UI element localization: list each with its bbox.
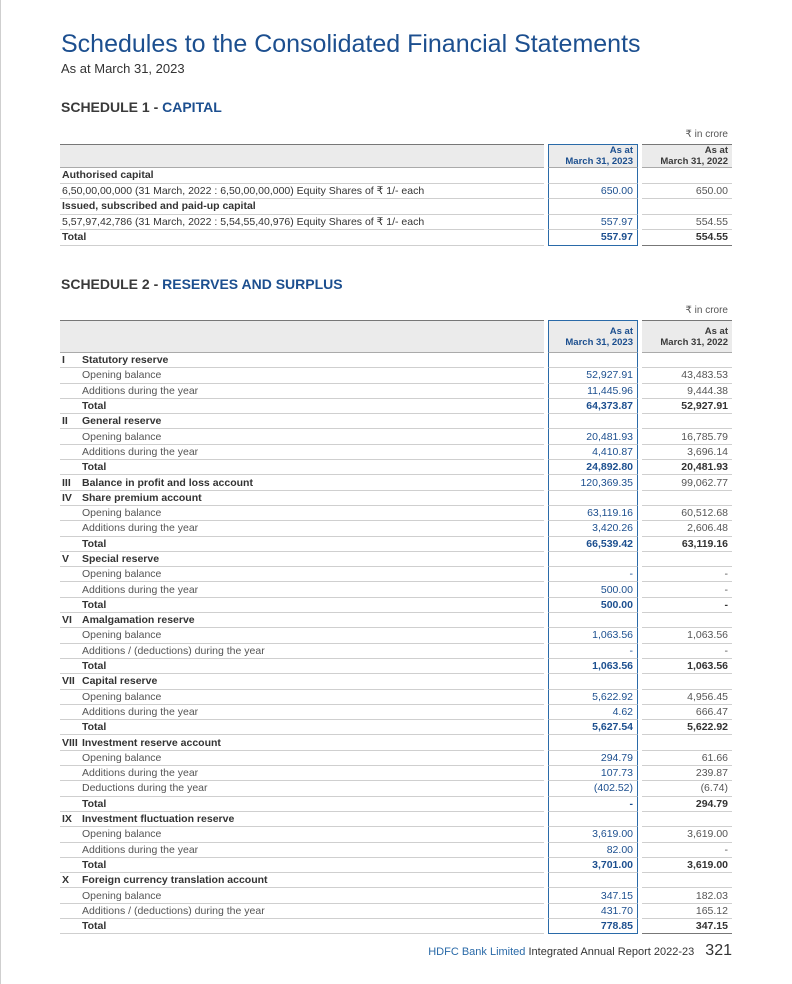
value-2023: 4,410.87 [548,445,638,460]
schedule2-header-row [60,320,732,353]
value-2023: 52,927.91 [548,368,638,383]
value-2022 [642,491,732,506]
table-row [60,460,732,475]
row-label: Statutory reserve [80,353,544,368]
value-2023: 63,119.16 [548,506,638,521]
value-2022: 165.12 [642,904,732,919]
row-roman-numeral: II [60,414,80,429]
row-label: Deductions during the year [80,781,544,796]
row-roman-numeral: III [60,475,80,490]
row-label: Opening balance [80,628,544,643]
value-2022 [642,613,732,628]
value-2023: - [548,797,638,812]
row-label: Total [80,919,544,934]
row-roman-numeral [60,399,80,414]
row-label: Additions during the year [80,766,544,781]
table-row [60,552,732,567]
value-2023 [548,674,638,689]
row-label: Issued, subscribed and paid-up capital [60,199,544,215]
row-roman-numeral [60,644,80,659]
value-2023: 500.00 [548,582,638,597]
schedule1-heading-name: CAPITAL [162,99,222,115]
row-label: Opening balance [80,888,544,903]
value-2023: 24,892.80 [548,460,638,475]
schedule1-header-row [60,144,732,168]
row-roman-numeral [60,705,80,720]
footer-text: Integrated Annual Report 2022-23 [528,946,695,958]
table-row [60,414,732,429]
table-row [60,628,732,643]
row-roman-numeral [60,582,80,597]
value-2022: 650.00 [642,184,732,200]
value-2023: 66,539.42 [548,537,638,552]
row-roman-numeral [60,598,80,613]
page-edge [0,0,1,984]
row-roman-numeral [60,720,80,735]
table-row [60,812,732,827]
value-2022: - [642,567,732,582]
value-2022: 43,483.53 [642,368,732,383]
table-row [60,827,732,842]
row-label: Amalgamation reserve [80,613,544,628]
value-2022 [642,873,732,888]
table-row [60,475,732,490]
value-2022: 4,956.45 [642,690,732,705]
value-2023: 650.00 [548,184,638,200]
table-row [60,659,732,674]
row-roman-numeral [60,797,80,812]
value-2023: 3,619.00 [548,827,638,842]
schedule2-table [60,320,732,934]
row-label: Opening balance [80,567,544,582]
row-roman-numeral [60,751,80,766]
table-row [60,429,732,444]
row-label: Additions during the year [80,843,544,858]
value-2022: 16,785.79 [642,429,732,444]
value-2022 [642,735,732,750]
row-label: Total [80,797,544,812]
row-label: General reserve [80,414,544,429]
value-2023: 107.73 [548,766,638,781]
value-2023: 500.00 [548,598,638,613]
row-label: Special reserve [80,552,544,567]
table-row [60,353,732,368]
page-footer [428,942,732,960]
value-2023 [548,873,638,888]
row-roman-numeral: I [60,353,80,368]
value-2022: (6.74) [642,781,732,796]
page-number: 321 [705,942,732,959]
row-label: Opening balance [80,827,544,842]
value-2022: 3,696.14 [642,445,732,460]
schedule2-unit: ₹ in crore [685,305,728,316]
value-2023: - [548,567,638,582]
table-row [60,644,732,659]
value-2022 [642,552,732,567]
value-2022: 5,622.92 [642,720,732,735]
value-2023 [548,353,638,368]
value-2023: 431.70 [548,904,638,919]
value-2022 [642,168,732,184]
value-2022: 1,063.56 [642,628,732,643]
table-row [60,858,732,873]
value-2023: 1,063.56 [548,659,638,674]
schedule2-heading [61,276,343,292]
value-2022: 666.47 [642,705,732,720]
row-roman-numeral: VIII [60,735,80,750]
table-row [60,751,732,766]
table-row [60,888,732,903]
row-roman-numeral [60,919,80,934]
table-row [60,368,732,383]
table-row [60,199,732,215]
row-roman-numeral: VII [60,674,80,689]
value-2023 [548,613,638,628]
value-2023 [548,552,638,567]
row-roman-numeral [60,368,80,383]
value-2022 [642,414,732,429]
schedule1-heading [61,99,222,115]
row-label: Total [60,230,544,246]
footer-brand: HDFC Bank Limited [428,946,526,958]
value-2022 [642,353,732,368]
row-label: Additions during the year [80,445,544,460]
value-2022: 63,119.16 [642,537,732,552]
value-2023: 3,701.00 [548,858,638,873]
row-roman-numeral [60,521,80,536]
row-roman-numeral [60,445,80,460]
row-label: Foreign currency translation account [80,873,544,888]
value-2022: 20,481.93 [642,460,732,475]
value-2022: 1,063.56 [642,659,732,674]
row-roman-numeral: IV [60,491,80,506]
value-2023: 5,627.54 [548,720,638,735]
row-roman-numeral [60,659,80,674]
value-2023: 5,622.92 [548,690,638,705]
table-row [60,215,732,231]
row-label: Additions during the year [80,384,544,399]
column-header-2022: As at March 31, 2022 [642,320,732,353]
table-row [60,598,732,613]
row-label: Authorised capital [60,168,544,184]
value-2023: 778.85 [548,919,638,934]
row-roman-numeral [60,843,80,858]
value-2022: - [642,598,732,613]
value-2023: 347.15 [548,888,638,903]
page-title: Schedules to the Consolidated Financial Statements [61,30,641,58]
row-roman-numeral [60,460,80,475]
row-roman-numeral [60,384,80,399]
table-row [60,904,732,919]
table-row [60,537,732,552]
column-header-2023: As at March 31, 2023 [548,144,638,168]
value-2022: 60,512.68 [642,506,732,521]
row-label: Total [80,460,544,475]
row-label: 5,57,97,42,786 (31 March, 2022 : 5,54,55,40,976) Equity Shares of ₹ 1/- each [60,215,544,231]
value-2022 [642,199,732,215]
row-roman-numeral [60,537,80,552]
value-2022: 61.66 [642,751,732,766]
schedule1-heading-prefix: SCHEDULE 1 - [61,99,163,115]
value-2022: 3,619.00 [642,827,732,842]
row-label: Additions during the year [80,521,544,536]
row-label: Opening balance [80,690,544,705]
row-label: Investment reserve account [80,735,544,750]
table-row [60,168,732,184]
row-label: Opening balance [80,429,544,444]
value-2023: 3,420.26 [548,521,638,536]
row-roman-numeral [60,781,80,796]
value-2022: 294.79 [642,797,732,812]
value-2022: 52,927.91 [642,399,732,414]
table-row [60,674,732,689]
schedule1-table [60,144,732,246]
table-row [60,843,732,858]
value-2023 [548,168,638,184]
row-roman-numeral [60,888,80,903]
header-blank [60,320,544,353]
value-2022 [642,674,732,689]
value-2022: - [642,644,732,659]
row-roman-numeral [60,904,80,919]
value-2022: 182.03 [642,888,732,903]
table-row [60,919,732,934]
value-2023: 11,445.96 [548,384,638,399]
value-2023: 4.62 [548,705,638,720]
row-label: Capital reserve [80,674,544,689]
row-label: Total [80,399,544,414]
value-2022: 554.55 [642,215,732,231]
value-2023: 20,481.93 [548,429,638,444]
value-2023 [548,491,638,506]
schedule2-heading-name: RESERVES AND SURPLUS [162,276,343,292]
row-roman-numeral [60,690,80,705]
value-2022 [642,812,732,827]
row-roman-numeral [60,567,80,582]
value-2022: 3,619.00 [642,858,732,873]
row-roman-numeral [60,628,80,643]
table-row [60,582,732,597]
row-roman-numeral [60,858,80,873]
table-row [60,613,732,628]
row-label: Additions during the year [80,705,544,720]
table-row [60,184,732,200]
row-label: Total [80,537,544,552]
value-2023: 64,373.87 [548,399,638,414]
value-2023: 82.00 [548,843,638,858]
header-blank [60,144,544,168]
value-2022: 9,444.38 [642,384,732,399]
table-row [60,705,732,720]
row-label: Investment fluctuation reserve [80,812,544,827]
row-label: Additions / (deductions) during the year [80,644,544,659]
value-2022: 239.87 [642,766,732,781]
table-row [60,797,732,812]
row-label: Opening balance [80,368,544,383]
table-row [60,690,732,705]
table-row [60,567,732,582]
value-2023 [548,199,638,215]
row-label: Total [80,720,544,735]
table-row [60,506,732,521]
value-2022: - [642,843,732,858]
row-roman-numeral [60,766,80,781]
value-2023: 557.97 [548,215,638,231]
table-row [60,399,732,414]
row-roman-numeral [60,827,80,842]
row-roman-numeral: IX [60,812,80,827]
value-2023: - [548,644,638,659]
table-row [60,873,732,888]
value-2023: 557.97 [548,230,638,246]
row-label: Total [80,858,544,873]
value-2022: 99,062.77 [642,475,732,490]
table-row [60,720,732,735]
row-roman-numeral: X [60,873,80,888]
schedule1-unit: ₹ in crore [685,129,728,140]
table-row [60,781,732,796]
value-2023 [548,812,638,827]
table-row [60,491,732,506]
value-2022: 347.15 [642,919,732,934]
table-row [60,445,732,460]
row-label: Additions / (deductions) during the year [80,904,544,919]
row-roman-numeral: VI [60,613,80,628]
value-2022: 554.55 [642,230,732,246]
table-row [60,384,732,399]
table-row [60,521,732,536]
table-row [60,735,732,750]
table-row [60,766,732,781]
column-header-2023: As at March 31, 2023 [548,320,638,353]
value-2023: 1,063.56 [548,628,638,643]
schedule2-heading-prefix: SCHEDULE 2 - [61,276,163,292]
row-label: Opening balance [80,506,544,521]
value-2023 [548,735,638,750]
value-2023: (402.52) [548,781,638,796]
row-roman-numeral [60,506,80,521]
value-2022: 2,606.48 [642,521,732,536]
row-roman-numeral [60,429,80,444]
row-label: Opening balance [80,751,544,766]
row-label: 6,50,00,00,000 (31 March, 2022 : 6,50,00,00,000) Equity Shares of ₹ 1/- each [60,184,544,200]
row-label: Additions during the year [80,582,544,597]
value-2023: 294.79 [548,751,638,766]
row-label: Total [80,598,544,613]
row-roman-numeral: V [60,552,80,567]
row-label: Share premium account [80,491,544,506]
value-2023: 120,369.35 [548,475,638,490]
page-subtitle: As at March 31, 2023 [61,61,185,76]
row-label: Total [80,659,544,674]
column-header-2022: As at March 31, 2022 [642,144,732,168]
row-label: Balance in profit and loss account [80,475,544,490]
value-2023 [548,414,638,429]
value-2022: - [642,582,732,597]
table-row [60,230,732,246]
